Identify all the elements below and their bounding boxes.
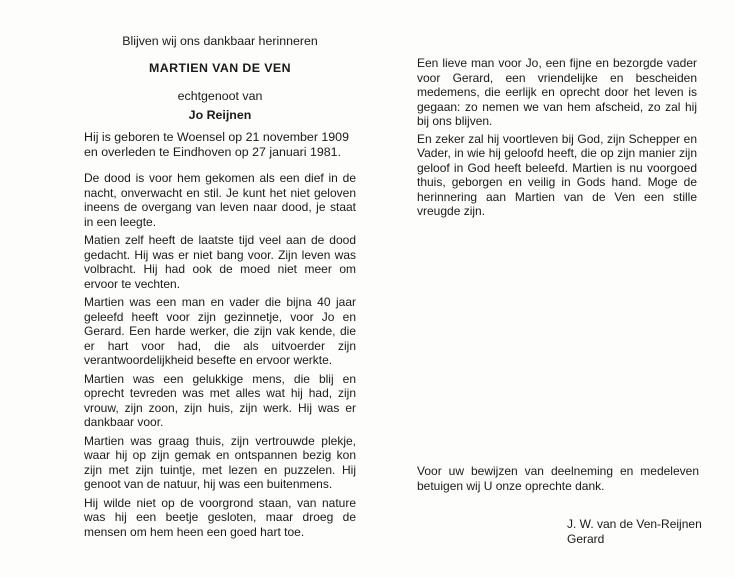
signature-line-1: J. W. van de Ven-Reijnen bbox=[567, 517, 702, 531]
signature-block bbox=[567, 517, 727, 547]
left-paragraph-5: Martien was graag thuis, zijn vertrouwde plekje, waar hij op zijn gemak en ontspannen bezig kon zijn met zijn tuintje, met lezen en puzzelen. Hij genoot van de natuur, hij was een buitenmens. bbox=[84, 433, 356, 491]
thanks-text: Voor uw bewijzen van deelneming en medeleven betuigen wij U onze oprechte dank. bbox=[417, 464, 699, 493]
left-paragraph-3: Martien was een man en vader die bijna 40 jaar geleefd heeft voor zijn gezinnetje, voor Jo en Gerard. Een harde werker, die zijn vak kende, die er hart voor had, die als uitvoerder zijn verantwoordelijkheid besefte en ervoor werkte. bbox=[84, 295, 356, 367]
left-paragraph-1: De dood is voor hem gekomen als een dief in de nacht, onverwacht en stil. Je kunt het niet geloven ineens de overgang van leven naar dood, je staat in een leegte. bbox=[84, 171, 356, 229]
deceased-name: MARTIEN VAN DE VEN bbox=[149, 61, 291, 75]
left-paragraph-4: Martien was een gelukkige mens, die blij en oprecht tevreden was met alles wat hij had, zijn vrouw, zijn zoon, zijn huis, zijn werk. Hij was er dankbaar voor. bbox=[84, 371, 356, 429]
left-paragraph-6: Hij wilde niet op de voorgrond staan, van nature was hij een beetje gesloten, maar droeg de mensen om hem heen een goed hart toe. bbox=[84, 495, 356, 539]
birth-death-dates: Hij is geboren te Woensel op 21 november 1909 en overleden te Eindhoven op 27 januari 1981. bbox=[84, 130, 349, 159]
left-page bbox=[84, 34, 356, 543]
right-page bbox=[417, 56, 697, 222]
spouse-name: Jo Reijnen bbox=[188, 108, 252, 122]
intro-line: Blijven wij ons dankbaar herinneren bbox=[122, 34, 318, 48]
spouse-label: echtgenoot van bbox=[177, 89, 263, 103]
right-paragraph-2: En zeker zal hij voortleven bij God, zijn Schepper en Vader, in wie hij geloofd heeft, die op zijn manier zijn geloof in God heeft beleefd. Martien is nu voorgoed thuis, geborgen en veilig in Gods hand. Moge de herinnering aan Martien van de Ven een stille vreugde zijn. bbox=[417, 131, 697, 218]
signature-line-2: Gerard bbox=[567, 532, 605, 546]
right-paragraph-1: Een lieve man voor Jo, een fijne en bezorgde vader voor Gerard, een vriendelijke en bescheiden medemens, die eerlijk en oprecht door het leven is gegaan: zo nemen we van hem afscheid, zo zal hij bij ons blijven. bbox=[417, 56, 697, 128]
left-paragraph-2: Matien zelf heeft de laatste tijd veel aan de dood gedacht. Hij was er niet bang voor. Zijn leven was volbracht. Hij had ook de moed niet meer om ervoor te vechten. bbox=[84, 233, 356, 291]
